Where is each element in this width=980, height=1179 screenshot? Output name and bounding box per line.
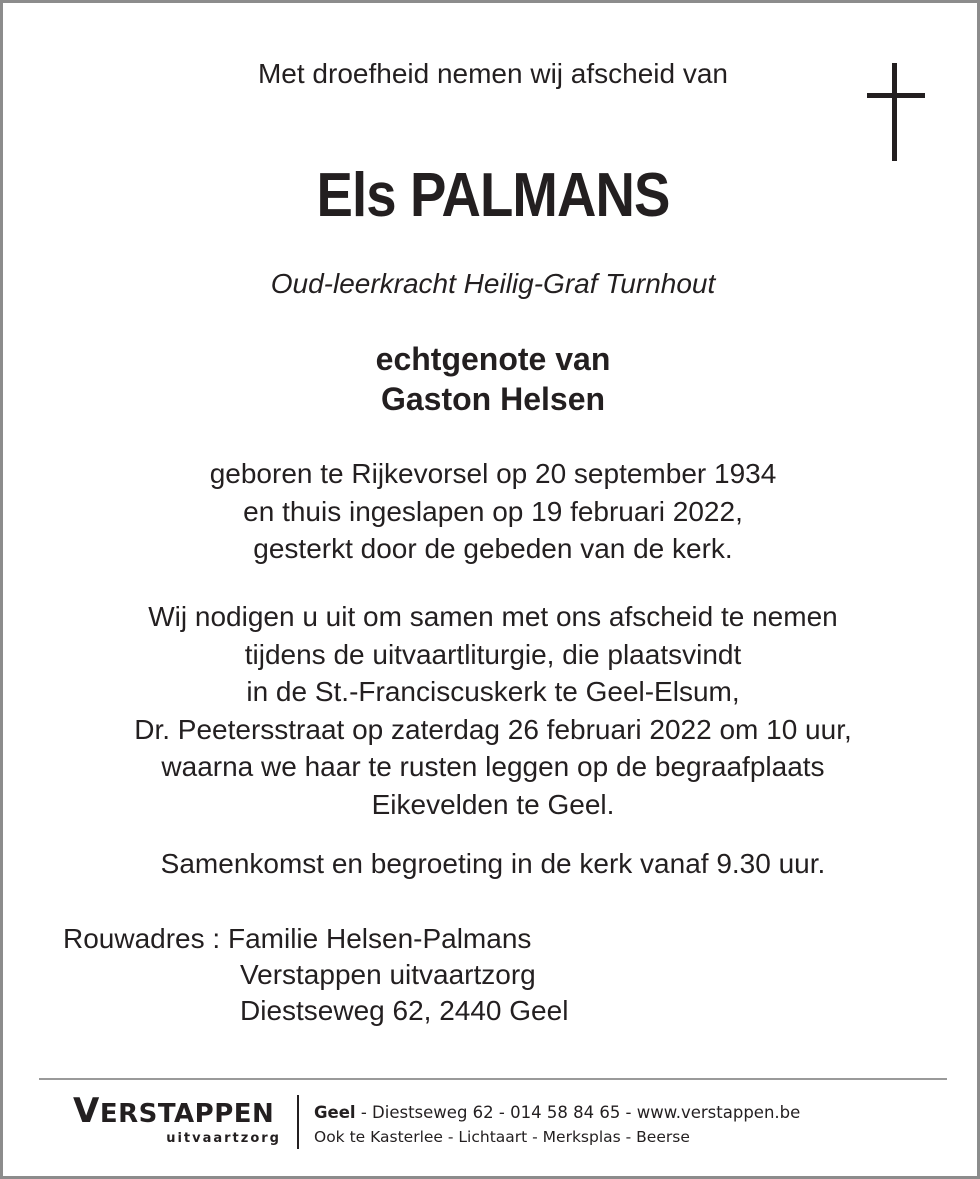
other-locations: Ook te Kasterlee - Lichtaart - Merksplas - Beerse (314, 1128, 690, 1146)
address-line-1: Familie Helsen-Palmans (227, 923, 532, 954)
address-line-2: Verstappen uitvaartzorg (240, 959, 536, 990)
paragraph-line: Dr. Peetersstraat op zaterdag 26 februari 2022 om 10 uur, (134, 713, 852, 745)
logo-subtitle: uitvaartzorg (166, 1131, 281, 1146)
paragraph-line: in de St.-Franciscuskerk te Geel-Elsum, (246, 676, 740, 707)
paragraph-line: geboren te Rijkevorsel op 20 september 1934 (209, 458, 777, 489)
gathering-text: Samenkomst en begroeting in de kerk vanaf 9.30 uur. (160, 848, 826, 879)
funeral-home-contact (314, 1101, 800, 1149)
paragraph-line: Wij nodigen u uit om samen met ons afscheid te nemen (148, 601, 838, 632)
logo-initial: V (73, 1091, 100, 1131)
contact-city: Geel (314, 1103, 356, 1122)
address-line (63, 921, 568, 957)
mourning-address (63, 921, 568, 1029)
paragraph-line: tijdens de uitvaartliturgie, die plaatsvindt (244, 638, 742, 670)
paragraph-line: Eikevelden te Geel. (371, 788, 615, 820)
paragraph-line: waarna we haar te rusten leggen op de begraafplaats (161, 751, 825, 782)
paragraph-line: en thuis ingeslapen op 19 februari 2022, (243, 495, 743, 527)
logo-name: ERSTAPPEN (99, 1099, 275, 1129)
footer-divider (39, 1078, 947, 1080)
deceased-role: Oud-leerkracht Heilig-Graf Turnhout (270, 268, 716, 299)
contact-details: - Diestseweg 62 - 014 58 84 65 - www.verstappen.be (355, 1103, 801, 1122)
paragraph-line: gesterkt door de gebeden van de kerk. (253, 533, 733, 564)
intro-text: Met droefheid nemen wij afscheid van (257, 58, 729, 89)
deceased-name: Els PALMANS (316, 161, 670, 230)
address-label: Rouwadres : (63, 923, 228, 954)
spouse-relation: echtgenote van (375, 341, 611, 377)
address-line-3: Diestseweg 62, 2440 Geel (240, 995, 569, 1026)
logo-separator (297, 1095, 299, 1149)
funeral-home-logo (73, 1091, 283, 1146)
invitation-paragraph (3, 598, 980, 823)
birth-death-paragraph (3, 455, 980, 568)
spouse-name: Gaston Helsen (380, 381, 606, 417)
spouse-block (3, 339, 980, 419)
